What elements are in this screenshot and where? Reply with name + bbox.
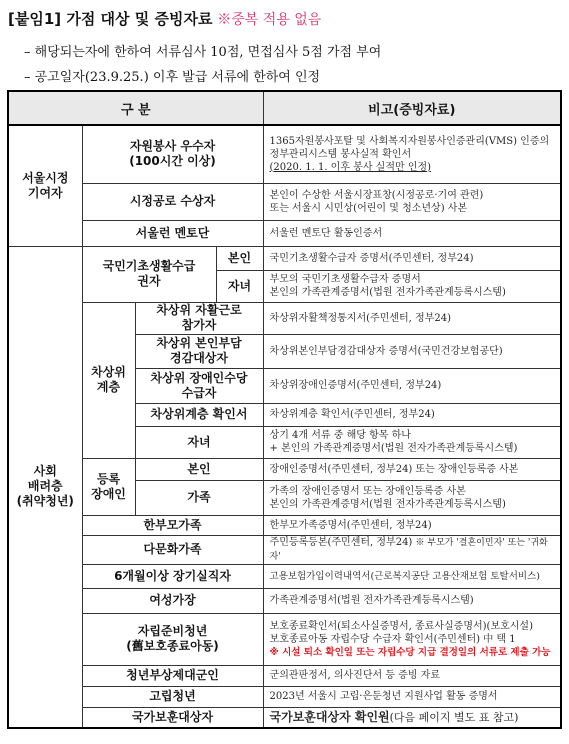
independence-note: ※ 시설 퇴소 확인일 또는 자립수당 지급 결정일의 서류로 제출 가능	[269, 646, 551, 658]
page-title: [붙임1] 가점 대상 및 증빙자료	[8, 10, 213, 28]
label-mentor: 서울런 멘토단	[82, 220, 263, 246]
label-multicultural: 다문화가족	[82, 535, 263, 564]
label-basic-child: 자녀	[216, 270, 263, 302]
label-independence: 자립준비청년 (舊보호종료아동)	[82, 613, 263, 665]
group-social: 사회 배려층 (취약청년)	[8, 246, 82, 728]
label-disabled-family: 가족	[135, 480, 263, 515]
label-isolated: 고립청년	[82, 686, 263, 707]
label-volunteer: 자원봉사 우수자 (100시간 이상)	[82, 125, 263, 183]
evidence-near-r4: 차상위계층 확인서(주민센터, 정부24)	[263, 403, 561, 426]
label-near-r2: 차상위 본인부담 경감대상자	[135, 334, 263, 368]
evidence-near-r1: 차상위자활책정통지서(주민센터, 정부24)	[263, 302, 561, 334]
label-disabled-self: 본인	[135, 458, 263, 480]
evidence-header: 비고(증빙자료)	[263, 91, 561, 125]
evidence-disabled-family: 가족의 장애인증명서 또는 장애인등록증 사본 본인의 가족관계증명서(법원 전자가족관계등록시스템)	[263, 480, 561, 515]
bonus-points-table	[7, 90, 562, 729]
evidence-basic-child: 부모의 국민기초생활수급자 증명서 본인의 가족관계증명서(법원 전자가족관계등록시스템)	[263, 270, 561, 302]
label-near-r1: 차상위 자활근로 참가자	[135, 302, 263, 334]
evidence-near-r2: 차상위본인부담경감대상자 증명서(국민건강보험공단)	[263, 334, 561, 368]
label-patriot: 국가보훈대상자	[82, 707, 263, 728]
label-female-head: 여성가장	[82, 588, 263, 613]
group-near-poverty: 차상위 계층	[82, 302, 135, 458]
evidence-mentor: 서울런 멘토단 활동인증서	[263, 220, 561, 246]
evidence-unemployed: 고용보험가입이력내역서(근로복지공단 고용산재보험 토탈서비스)	[263, 564, 561, 588]
evidence-basic-self: 국민기초생활수급자 증명서(주민센터, 정부24)	[263, 246, 561, 270]
evidence-single-parent: 한부모가족증명서(주민센터, 정부24)	[263, 515, 561, 535]
label-near-r4: 차상위계층 확인서	[135, 403, 263, 426]
group-seoul: 서울시정 기여자	[8, 125, 82, 246]
label-near-r3: 차상위 장애인수당 수급자	[135, 368, 263, 403]
label-basic-livelihood: 국민기초생활수급 권자	[82, 246, 216, 302]
evidence-multicultural: 주민등록등본(주민센터, 정부24) ※ 부모가 '결혼이민자' 또는 '귀화자'	[263, 535, 561, 564]
evidence-near-r3: 차상위장애인증명서(주민센터, 정부24)	[263, 368, 561, 403]
label-basic-self: 본인	[216, 246, 263, 270]
evidence-patriot: 국가보훈대상자 확인원(다음 페이지 별도 표 참고)	[263, 707, 561, 728]
group-disabled: 등록 장애인	[82, 458, 135, 515]
bullet-scoring: – 해당되는자에 한하여 서류심사 10점, 면접심사 5점 가점 부여	[24, 45, 382, 60]
label-near-child: 자녀	[135, 426, 263, 458]
volunteer-date-note: (2020. 1. 1. 이후 봉사 실적만 인정)	[269, 161, 432, 173]
bullet-doc-date: – 공고일자(23.9.25.) 이후 발급 서류에 한하여 인정	[24, 70, 321, 85]
category-header: 구 분	[8, 91, 263, 125]
evidence-award: 본인이 수상한 서울시장표창(시정공로·기여 관련) 또는 서울시 시민상(어린이 및 청소년상) 사본	[263, 183, 561, 220]
evidence-independence: 보호종료확인서(퇴소사실증명서, 종료사실증명서)(보호시설) 보호종료아동 자립수당 수급자 확인서(주민센터) 中 택 1 ※ 시설 퇴소 확인일 또는 자립수당 지급 결정일의 서류로 제출 가능	[263, 613, 561, 665]
label-veteran: 청년부상제대군인	[82, 665, 263, 686]
evidence-volunteer: 1365자원봉사포탈 및 사회복지자원봉사인증관리(VMS) 인증의 정부관리시스템 봉사실적 확인서 (2020. 1. 1. 이후 봉사 실적만 인정)	[263, 125, 561, 183]
label-award: 시정공로 수상자	[82, 183, 263, 220]
label-single-parent: 한부모가족	[82, 515, 263, 535]
evidence-veteran: 군의관판정서, 의사진단서 등 증빙 자료	[263, 665, 561, 686]
evidence-isolated: 2023년 서울시 고립·은둔청년 지원사업 활동 증명서	[263, 686, 561, 707]
evidence-female-head: 가족관계증명서(법원 전자가족관계등록시스템)	[263, 588, 561, 613]
page-header	[8, 8, 321, 29]
evidence-near-child: 상기 4개 서류 중 해당 항목 하나 + 본인의 가족관계증명서(법원 전자가족관계등록시스템)	[263, 426, 561, 458]
duplicate-note: ※중복 적용 없음	[217, 12, 322, 28]
evidence-disabled-self: 장애인증명서(주민센터, 정부24) 또는 장애인등록증 사본	[263, 458, 561, 480]
label-unemployed: 6개월이상 장기실직자	[82, 564, 263, 588]
